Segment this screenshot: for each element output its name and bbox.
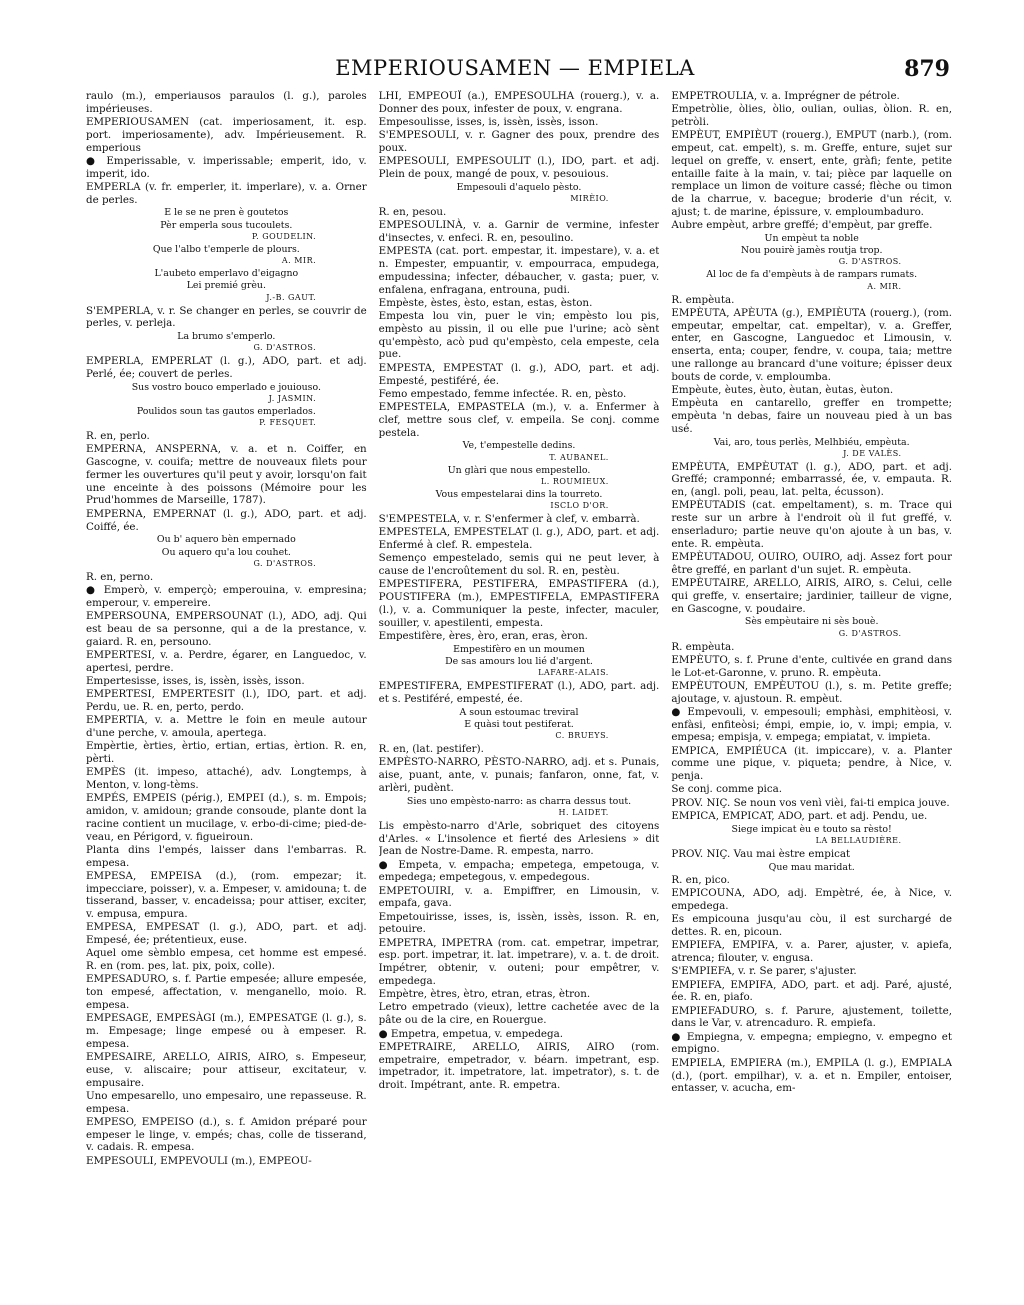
- dictionary-entry: EMPESOULINÀ, v. a. Garnir de vermine, infester d'insectes, v. enfeci. R. en, pesoulino.: [378, 219, 660, 245]
- dictionary-entry: EMPÈUTO, s. f. Prune d'ente, cultivée en grand dans le Lot-et-Garonne, v. pruno. R. empèuta.: [671, 653, 953, 679]
- dictionary-entry: EMPIELA, EMPIERA (m.), EMPILA (l. g.), EMPIALA (d.), (port. empilhar), v. a. et n. Empiler, entoiser, entasser, v. acucha, em-: [671, 1056, 953, 1095]
- quotation-line: Ou b' aquero bèn empernado: [156, 534, 296, 546]
- dictionary-entry: R. en, perno.: [86, 570, 154, 583]
- dictionary-entry: ● Empiegna, v. empegna; empiegno, v. empegno et empigno.: [671, 1030, 953, 1056]
- dictionary-entry: Semenço empestelado, semis qui ne peut lever, à cause de l'encroûtement du sol. R. en, pestèu.: [378, 552, 660, 577]
- quotation-author: P. FESQUET.: [259, 418, 317, 428]
- dictionary-entry: EMPÈUTA, EMPÈUTAT (l. g.), ADO, part. et adj. Greffé; cramponné; embarrassé, ée, v. empauta. R. en, (angl. poli, peau, lat. pelta, écusson).: [671, 460, 953, 499]
- dictionary-entry: Empèuta en cantarello, greffer en trompette; empèuta 'n debas, faire un nouveau pied à un bas usé.: [671, 397, 953, 435]
- dictionary-entry: EMPESADURO, s. f. Partie empesée; allure empesée, ton empesé, affectation, v. menganello, moio. R. empesa.: [86, 973, 367, 1011]
- quotation-author: G. D'ASTROS.: [838, 628, 902, 638]
- quotation-author: L. ROUMIEUX.: [540, 476, 609, 486]
- dictionary-entry: EMPÈUTADOU, OUIRO, OUIRO, adj. Assez fort pour être greffé, en parlant d'un sujet. R. empèuta.: [671, 551, 953, 576]
- column-middle: [379, 90, 660, 1280]
- quotation-line: Sies uno empèsto-narro: as charra dessus tout.: [406, 795, 632, 807]
- dictionary-entry: Aubre empèut, arbre greffé; d'empèut, par greffe.: [671, 219, 933, 232]
- dictionary-entry: EMPÈUTOUN, EMPÈUTOU (l.), s. m. Petite greffe; ajoutage, v. ajustoun. R. empèut.: [671, 679, 953, 705]
- dictionary-entry: Empetròlie, òlies, òlio, oulian, oulias, òlion. R. en, petròli.: [671, 103, 953, 129]
- dictionary-entry: S'EMPIEFA, v. r. Se parer, s'ajuster.: [671, 965, 857, 978]
- quotation-author: LAFARE-ALAIS.: [538, 668, 609, 678]
- dictionary-entry: ● Empetra, empetua, v. empedega.: [378, 1027, 564, 1040]
- dictionary-entry: EMPESTIFERA, PESTIFERA, EMPASTIFERA (d.), POUSTIFERA (m.), EMPESTIFELA, EMPASTIFERA (l.), v. a. Communiquer la peste, infecter, maculer, souiller, v. apestilenti, empesta.: [378, 578, 660, 629]
- quotation-line: Siege impicat èu e touto sa rèsto!: [731, 823, 892, 835]
- page-header: [80, 56, 950, 86]
- page-number: 879: [904, 56, 950, 82]
- quotation-line: La brumo s'emperlo.: [177, 331, 276, 343]
- dictionary-entry: Aquel ome sèmblo empesa, cet homme est empesé. R. en (rom. pes, lat. pix, poix, colle).: [86, 947, 367, 973]
- dictionary-entry: R. empèuta.: [671, 640, 735, 653]
- quotation-line: Lei premié grèu.: [186, 280, 266, 292]
- quotation-author: G. D'ASTROS.: [253, 558, 317, 568]
- dictionary-entry: EMPETRA, IMPETRA (rom. cat. empetrar, impetrar, esp. port. impetrar, it. lat. impetrare), v. a. t. de droit. Impétrer, obtenir, v. outeni; pour empêtrer, v. empedega.: [378, 936, 660, 987]
- quotation-line: Vous empestelarai dins la tourreto.: [435, 488, 603, 500]
- dictionary-entry: EMPICOUNA, ADO, adj. Empètré, ée, à Nice, v. empedega.: [671, 887, 953, 913]
- dictionary-entry: Letro empetrado (vieux), lettre cachetée avec de la pâte ou de la cire, en Rouergue.: [378, 1001, 660, 1027]
- quotation-author: LA BELLAUDIÈRE.: [815, 836, 902, 846]
- quotation-line: Sès empèutaire ni sès bouè.: [744, 616, 879, 628]
- quotation-line: Que l'albo t'emperle de plours.: [152, 243, 300, 255]
- dictionary-entry: Empèste, èstes, èsto, estan, estas, èston.: [378, 296, 593, 309]
- quotation-line: Empesouli d'aquelo pèsto.: [456, 181, 582, 193]
- quotation-line: Que mau maridat.: [768, 861, 855, 873]
- quotation-line: E le se ne pren è goutetos: [164, 207, 289, 219]
- dictionary-entry: EMPICA, EMPICAT, ADO, part. et adj. Pendu, ue.: [671, 810, 928, 823]
- dictionary-entry: R. en, pesou.: [378, 206, 447, 219]
- quotation-line: Pèr emperla sous tucoulets.: [160, 219, 293, 231]
- quotation-author: A. MIR.: [867, 281, 902, 291]
- dictionary-entry: EMPÈS (it. impeso, attaché), adv. Longtemps, à Menton, v. long-tèms.: [86, 766, 367, 791]
- quotation-author: J.-B. GAUT.: [266, 292, 317, 302]
- quotation-author: G. D'ASTROS.: [838, 257, 902, 267]
- quotation-author: J. DE VALÈS.: [843, 448, 902, 458]
- column-right: [671, 90, 952, 1280]
- dictionary-entry: R. en, perlo.: [86, 430, 150, 443]
- quotation-line: Un empèut ta noble: [764, 232, 859, 244]
- dictionary-entry: EMPERNA, ANSPERNA, v. a. et n. Coiffer, en Gascogne, v. couifa; mettre de nouveaux filets pour fermer les ouvertures qu'il peut y avoir, lorsqu'on fait une enceinte à des poissons (Mémoire pour les Prud'hommes de Marseille, 1787).: [86, 443, 367, 507]
- dictionary-entry: EMPETOUIRI, v. a. Empiffrer, en Limousin, v. empafa, gava.: [378, 884, 660, 910]
- dictionary-entry: LHI, EMPEOUÏ (a.), EMPESOULHA (rouerg.), v. a. Donner des poux, infester de poux, v. engrana.: [378, 90, 660, 115]
- dictionary-entry: EMPESTA (cat. port. empestar, it. impestare), v. a. et n. Empester, empuantir, v. empourraca, empudega, empudessina; infecter, débaucher, v. gasta; puer, v. enfalena, enfragana, entrouna, pudi.: [378, 245, 660, 296]
- dictionary-entry: EMPERNA, EMPERNAT (l. g.), ADO, part. et adj. Coiffé, ée.: [86, 507, 367, 533]
- column-left: [86, 90, 367, 1280]
- dictionary-entry: EMPESA, EMPESAT (l. g.), ADO, part. et adj. Empesé, ée; prétentieux, euse.: [86, 921, 367, 947]
- dictionary-entry: EMPESOULI, EMPESOULIT (l.), IDO, part. et adj. Plein de poux, mangé de poux, v. pesouious.: [378, 155, 660, 181]
- dictionary-entry: EMPÈUTADIS (cat. empeltament), s. m. Trace qui reste sur un arbre à l'endroit où il fut greffé, v. enserladuro; partie neuve qu'on ajoute à un bas, v. ente. R. empèuta.: [671, 499, 953, 550]
- dictionary-entry: EMPESTELA, EMPESTELAT (l. g.), ADO, part. et adj. Enfermé à clef. R. empestela.: [378, 526, 660, 551]
- quotation-line: Ou aquero qu'a lou couhet.: [161, 546, 291, 558]
- quotation-author: A. MIR.: [281, 256, 317, 266]
- dictionary-entry: Empèrtie, èrties, èrtio, ertian, ertias, èrtion. R. en, pèrti.: [86, 740, 367, 765]
- quotation-line: De sas amours lou lié d'argent.: [445, 655, 593, 667]
- dictionary-entry: EMPÈSTO-NARRO, PÈSTO-NARRO, adj. et s. Punais, aise, puant, ante, v. punais; fanfaron, onne, fat, v. arlèri, pudènt.: [378, 756, 660, 794]
- dictionary-entry: Femo empestado, femme infectée. R. en, pèsto.: [378, 387, 627, 400]
- dictionary-entry: Empesta lou vin, puer le vin; empèsto lou pis, empèsto au pissin, il ou elle pue l'urine; acò sènt qu'empèsto, acò pud qu'empèsto, cela empeste, cela pue.: [378, 310, 660, 361]
- dictionary-entry: ● Emperissable, v. imperissable; emperit, ido, v. imperit, ido.: [86, 154, 367, 180]
- dictionary-entry: EMPESTELA, EMPASTELA (m.), v. a. Enfermer à clef, mettre sous clef, v. empeila. Se conj. comme pestela.: [378, 401, 660, 439]
- quotation-author: G. D'ASTROS.: [253, 343, 317, 353]
- dictionary-entry: Empestifère, ères, èro, eran, eras, èron.: [378, 629, 588, 642]
- quotation-line: E quàsi tout pestiferat.: [464, 718, 574, 730]
- quotation-line: Vai, aro, tous perlès, Melhbiéu, empèuta.: [713, 436, 910, 448]
- quotation-line: Poulidos soun tas gautos emperlados.: [136, 405, 316, 417]
- quotation-author: ISCLO D'OR.: [550, 500, 609, 510]
- dictionary-entry: S'EMPESOULI, v. r. Gagner des poux, prendre des poux.: [378, 129, 660, 155]
- dictionary-entry: EMPERLA, EMPERLAT (l. g.), ADO, part. et adj. Perlé, ée; couvert de perles.: [86, 355, 367, 380]
- dictionary-entry: PROV. NIÇ. Vau mai èstre empicat: [671, 847, 851, 860]
- dictionary-entry: R. en, (lat. pestifer).: [378, 743, 484, 756]
- dictionary-entry: ● Empeta, v. empacha; empetega, empetouga, v. empedega; empetegous, v. empedegous.: [378, 858, 660, 884]
- dictionary-entry: EMPESTA, EMPESTAT (l. g.), ADO, part. et adj. Empesté, pestiféré, ée.: [378, 361, 660, 387]
- dictionary-entry: Es empicouna jusqu'au còu, il est surchargé de dettes. R. en, picoun.: [671, 913, 953, 939]
- dictionary-entry: ● Empevouli, v. empesouli; emphàsi, emphitèosi, v. enfàsi, enfiteòsi; émpi, empie, io, v. impi; empia, v. empesa; empisja, v. empega; empiatat, v. impieta.: [671, 705, 953, 744]
- dictionary-entry: EMPÈUTA, APÈUTA (g.), EMPIÈUTA (rouerg.), (rom. empeutar, empeltar, cat. empeltar), v. a. Greffer, enter, en Gascogne, Languedoc et Limousin, v. enserta, enta; couper, fendre, v. coupa, taia; mettre une rallonge au brancard d'une voiture; épisser deux bouts de corde, v. emploumba.: [671, 306, 953, 383]
- dictionary-entry: R. en, pico.: [671, 874, 730, 887]
- dictionary-entry: EMPERTESI, v. a. Perdre, égarer, en Languedoc, v. apertesi, perdre.: [86, 648, 367, 674]
- quotation-line: Un glàri que nous empestello.: [447, 464, 591, 476]
- dictionary-entry: S'EMPERLA, v. r. Se changer en perles, se couvrir de perles, v. perleja.: [86, 304, 367, 330]
- dictionary-entry: Empesoulisse, isses, is, issèn, issès, isson.: [378, 116, 599, 129]
- quotation-line: A soun estoumac treviral: [459, 706, 579, 718]
- dictionary-entry: R. empèuta.: [671, 293, 735, 306]
- dictionary-entry: EMPERIOUSAMEN (cat. imperiosament, it. esp. port. imperiosamente), adv. Impérieusement. R. emperious: [86, 116, 367, 154]
- dictionary-entry: EMPESTIFERA, EMPESTIFERAT (l.), ADO, part. adj. et s. Pestiféré, empesté, ée.: [378, 680, 660, 705]
- dictionary-entry: EMPESO, EMPEISO (d.), s. f. Amidon préparé pour empeser le linge, v. empés; chas, colle de tisserand, v. cadais. R. empesa.: [86, 1115, 367, 1154]
- quotation-line: Al loc de fa d'empèuts à de rampars rumats.: [706, 269, 918, 281]
- dictionary-entry: EMPESAIRE, ARELLO, AIRIS, AIRO, s. Empeseur, euse, v. aliscaire; pour attiseur, excitateur, v. empusaire.: [86, 1051, 367, 1089]
- quotation-author: T. AUBANEL.: [549, 452, 609, 462]
- dictionary-entry: Empèute, èutes, èuto, èutan, èutas, èuton.: [671, 383, 894, 396]
- dictionary-entry: EMPERTESI, EMPERTESIT (l.), IDO, part. et adj. Perdu, ue. R. en, perto, perdo.: [86, 688, 367, 713]
- dictionary-entry: EMPÉS, EMPEIS (périg.), EMPEI (d.), s. m. Empois; amidon, v. amidoun; grande consoude, plante dont la racine contient un mucilage, v. erbo-di-cime; pied-de-veau, en Périgord, v. figueiroun.: [86, 792, 367, 843]
- dictionary-entry: Lis empèsto-narro d'Arle, sobriquet des citoyens d'Arles. « L'insolence et fierté des Arlesiens » dit Jean de Nostre-Dame. R. empesta, narro.: [378, 819, 660, 858]
- dictionary-entry: EMPÈUT, EMPIÈUT (rouerg.), EMPUT (narb.), (rom. empeut, cat. empelt), s. m. Greffe, enture, sujet sur lequel on greffe, v. ensert, ente, gràfi; fente, petite entaille faite à la main, v. tai; pièce par laquelle on remplace un limon de voiture cassé; flèche ou timon de la charrue, v. bacegue; broderie d'un récit, v. ajust; t. de marine, épissure, v. emploumbaduro.: [671, 129, 953, 218]
- quotation-line: Ve, t'empestelle dedins.: [462, 440, 576, 452]
- dictionary-entry: EMPERLA (v. fr. emperler, it. imperlare), v. a. Orner de perles.: [86, 180, 367, 206]
- dictionary-entry: EMPESOULI, EMPEVOULI (m.), EMPEOU-: [86, 1154, 312, 1167]
- dictionary-entry: Uno empesarello, uno empesairo, une repasseuse. R. empesa.: [86, 1089, 367, 1115]
- quotation-line: Nou pouirè jamès routja trop.: [740, 245, 883, 257]
- dictionary-entry: EMPIEFA, EMPIFA, v. a. Parer, ajuster, v. apiefa, atrenca; filouter, v. engusa.: [671, 939, 953, 965]
- dictionary-entry: raulo (m.), emperiausos paraulos (l. g.), paroles impérieuses.: [86, 90, 367, 115]
- dictionary-entry: PROV. NIÇ. Se noun vos venì vièi, fai-ti empica jouve.: [671, 796, 950, 809]
- dictionary-entry: EMPIEFADURO, s. f. Parure, ajustement, toilette, dans le Var, v. atrencaduro. R. empiefa.: [671, 1004, 953, 1030]
- quotation-author: J. JASMIN.: [268, 394, 317, 404]
- dictionary-entry: ● Emperò, v. emperçò; emperouina, v. empresina; emperour, v. empereire.: [86, 584, 367, 609]
- quotation-author: C. BRUEYS.: [555, 731, 609, 741]
- dictionary-entry: EMPERTIA, v. a. Mettre le foin en meule autour d'une perche, v. amoula, apertega.: [86, 714, 367, 739]
- dictionary-entry: EMPESA, EMPEISA (d.), (rom. empezar; it. impecciare, poisser), v. a. Empeser, v. amidouna; t. de tisserand, basser, v. encadeissa; pour attiser, exciter, v. empusa, empura.: [86, 869, 367, 921]
- dictionary-columns: [86, 90, 952, 1280]
- quotation-line: Sus vostro bouco emperlado e jouiouso.: [131, 381, 321, 393]
- dictionary-entry: S'EMPESTELA, v. r. S'enfermer à clef, v. embarrà.: [378, 512, 640, 525]
- quotation-line: L'aubeto emperlavo d'eigagno: [154, 268, 299, 280]
- dictionary-entry: EMPESAGE, EMPESÀGI (m.), EMPESATGE (l. g.), s. m. Empesage; linge empesé ou à empeser. R. empesa.: [86, 1012, 367, 1050]
- dictionary-entry: Empètre, ètres, ètro, etran, etras, ètron.: [378, 988, 591, 1001]
- quotation-author: P. GOUDELIN.: [251, 231, 317, 241]
- quotation-author: MIRÈIO.: [570, 194, 609, 204]
- dictionary-entry: EMPÈUTAIRE, ARELLO, AIRIS, AIRO, s. Celui, celle qui greffe, v. ensertaire; jardinier, tailleur de vigne, en Gascogne, v. poudaire.: [671, 577, 953, 615]
- dictionary-entry: Se conj. comme pica.: [671, 783, 783, 796]
- dictionary-entry: Empertesisse, isses, is, issèn, issès, isson.: [86, 674, 305, 687]
- quotation-line: Empestifèro en un moumen: [453, 643, 585, 655]
- dictionary-entry: EMPICA, EMPIÉUCA (it. impiccare), v. a. Planter comme une pique, v. piqueta; pendre, à Nice, v. penja.: [671, 744, 953, 783]
- dictionary-entry: Planta dins l'empés, laisser dans l'embarras. R. empesa.: [86, 843, 367, 869]
- dictionary-entry: EMPETROULIA, v. a. Imprégner de pétrole.: [671, 90, 900, 102]
- quotation-author: H. LAIDET.: [558, 807, 609, 817]
- dictionary-entry: EMPIEFA, EMPIFA, ADO, part. et adj. Paré, ajusté, ée. R. en, piafo.: [671, 978, 953, 1004]
- dictionary-entry: Empetouirisse, isses, is, issèn, issès, isson. R. en, petouire.: [378, 910, 660, 936]
- dictionary-entry: EMPERSOUNA, EMPERSOUNAT (l.), ADO, adj. Qui est beau de sa personne, qui a de la prestance, v. gaiard. R. en, persouno.: [86, 610, 367, 648]
- dictionary-entry: EMPETRAIRE, ARELLO, AIRIS, AIRO (rom. empetraire, empetrador, v. béarn. impetrant, esp. impetrador, it. impetratore, lat. impetrator), s. t. de droit. Impétrant, ante. R. empetra.: [378, 1040, 660, 1092]
- running-title: EMPERIOUSAMEN — EMPIELA: [335, 56, 695, 80]
